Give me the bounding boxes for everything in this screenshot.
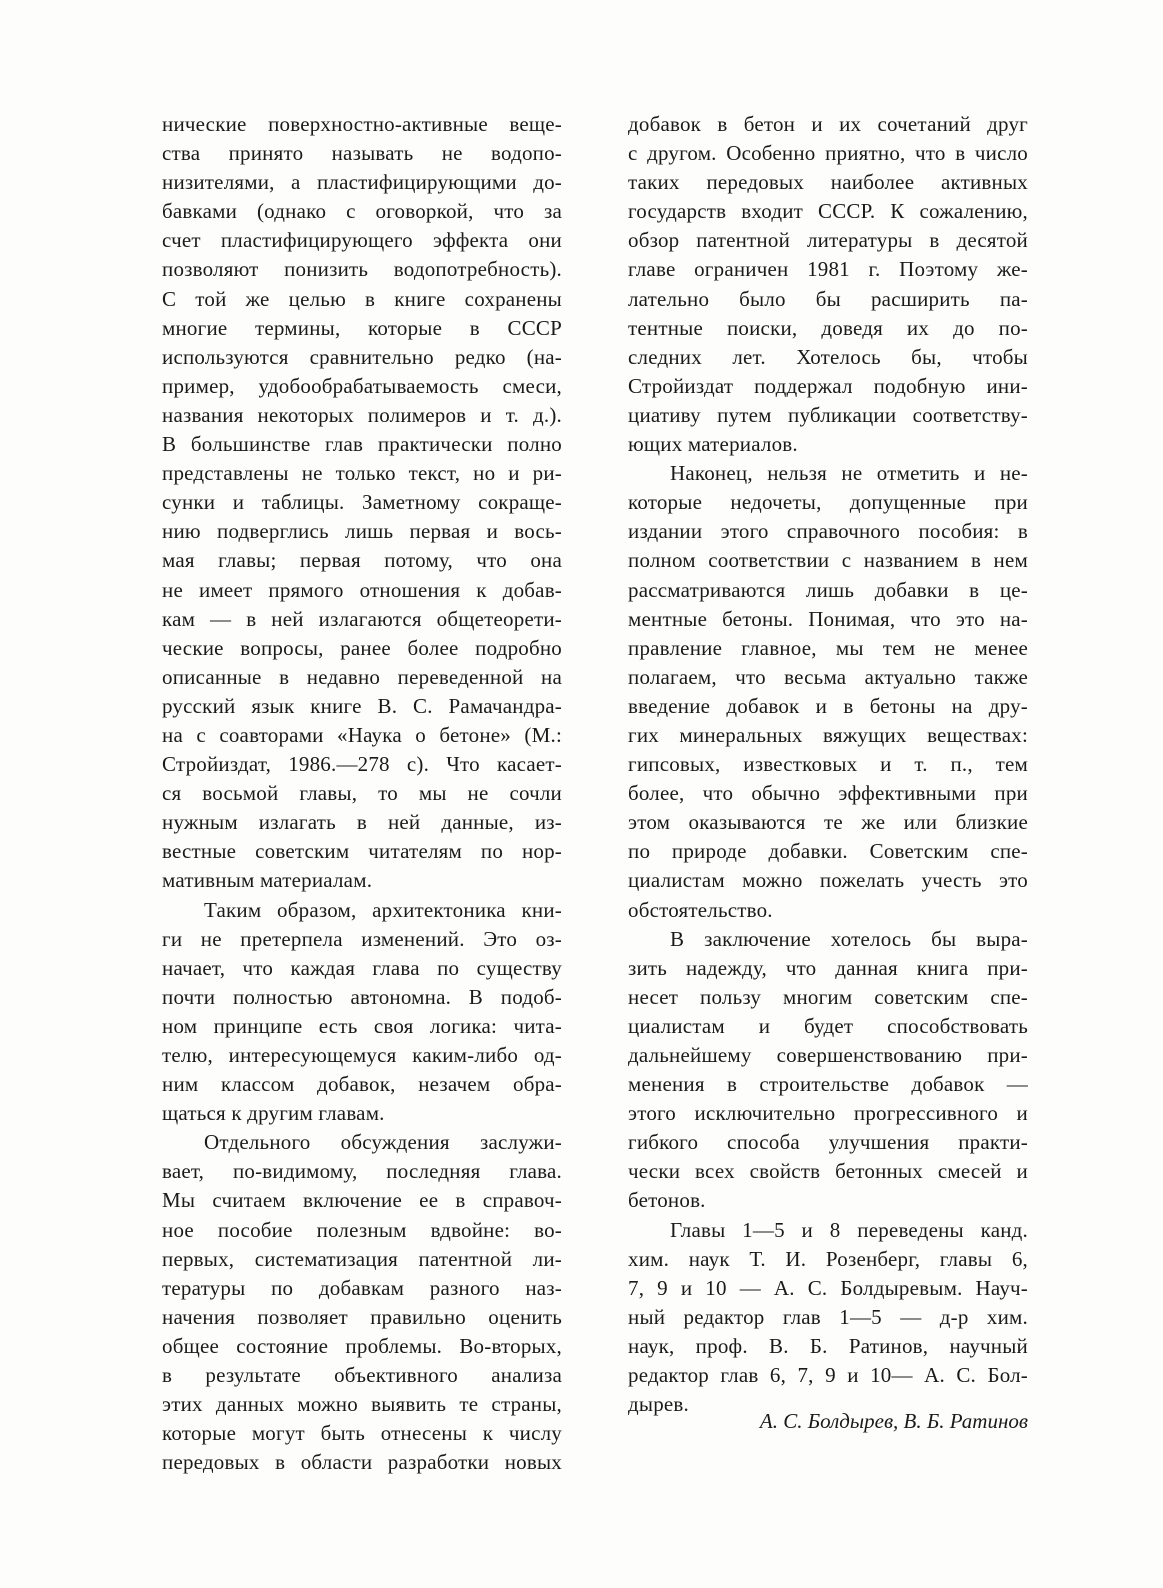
text-line: обстоятельство. [628,897,773,922]
text-line: Мы считаем включение ее в справоч- [162,1188,562,1213]
text-line: пример, удобообрабатываемость смеси, [162,373,562,398]
text-line: нужным излагать в ней данные, из- [162,810,562,835]
author-signature: А. С. Болдырев, В. Б. Ратинов [759,1409,1028,1433]
text-line: почти полностью автономна. В подоб- [162,984,562,1009]
text-line: с другом. Особенно приятно, что в число [628,141,1028,166]
text-line: позволяют понизить водопотребность). [162,257,562,282]
text-line: которые могут быть отнесены к числу [162,1421,562,1446]
text-line: циалистам можно пожелать учесть это [628,868,1028,893]
text-line: этого исключительно прогрессивного и [628,1101,1028,1126]
text-line: главе ограничен 1981 г. Поэтому же- [628,257,1028,282]
text-line: таких передовых наиболее активных [628,170,1028,195]
text-line: В заключение хотелось бы выра- [670,926,1028,951]
text-line: которые недочеты, допущенные при [628,490,1028,515]
text-line: полном соответствии с названием в нем [628,548,1028,573]
text-line: редактор глав 6, 7, 9 и 10— А. С. Бол- [628,1363,1028,1388]
text-line: рассматриваются лишь добавки в це- [628,577,1028,602]
text-line: этом оказываются те же или близкие [628,810,1028,835]
text-line: тентные поиски, доведя их до по- [628,315,1028,340]
text-line: обзор патентной литературы в десятой [628,228,1028,253]
text-line: государств входит СССР. К сожалению, [628,199,1028,224]
text-line: многие термины, которые в СССР [162,315,562,340]
text-line: дырев. [628,1392,689,1417]
text-line: ческие вопросы, ранее более подробно [162,635,562,660]
text-line: циативу путем публикации соответству- [628,402,1028,427]
text-line: наук, проф. В. Б. Ратинов, научный [628,1333,1028,1358]
text-line: нию подверглись лишь первая и вось- [162,519,562,544]
text-line: ющих материалов. [628,432,798,457]
text-line: описанные в недавно переведенной на [162,664,562,689]
text-line: менения в строительстве добавок — [628,1072,1028,1097]
text-line: мативным материалам. [162,868,373,893]
text-line: гипсовых, известковых и т. п., тем [628,752,1028,777]
text-line: нические поверхностно-активные веще- [162,112,562,136]
text-line: добавок в бетон и их сочетаний друг [628,112,1028,136]
text-line: начает, что каждая глава по существу [162,955,562,980]
text-line: ства принято называть не водопо- [162,141,562,166]
text-line: ный редактор глав 1—5 — д-р хим. [628,1304,1028,1329]
text-line: Главы 1—5 и 8 переведены канд. [670,1217,1028,1242]
text-line: введение добавок и в бетоны на дру- [628,693,1028,718]
text-line: первых, систематизация патентной ли- [162,1246,562,1271]
text-line: чески всех свойств бетонных смесей и [628,1159,1028,1184]
text-line: сунки и таблицы. Заметному сокраще- [162,490,562,515]
text-line: ном принципе есть своя логика: чита- [162,1013,562,1038]
text-line: гибкого способа улучшения практи- [628,1130,1028,1155]
text-line: начения позволяет правильно оценить [162,1304,562,1329]
right-text-column [628,110,1028,1419]
text-line: низителями, а пластифицирующими до- [162,170,562,195]
text-line: этих данных можно выявить те страны, [162,1392,562,1417]
text-line: тературы по добавкам разного наз- [162,1275,562,1300]
text-line: Таким образом, архитектоника кни- [204,897,562,922]
text-line: передовых в области разработки новых [162,1450,562,1475]
text-line: Стройиздат поддержал подобную ини- [628,373,1028,398]
text-line: ним классом добавок, незачем обра- [162,1072,562,1097]
text-line: по природе добавки. Советским спе- [628,839,1028,864]
text-line: гих минеральных вяжущих веществах: [628,722,1028,747]
text-line: издании этого справочного пособия: в [628,519,1028,544]
text-line: лательно было бы расширить па- [628,286,1028,311]
text-line: 7, 9 и 10 — А. С. Болдыревым. Науч- [628,1275,1028,1300]
text-line: не имеет прямого отношения к добав- [162,577,562,602]
text-line: более, что обычно эффективными при [628,781,1028,806]
text-line: дальнейшему совершенствованию при- [628,1043,1028,1067]
text-line: используются сравнительно редко (на- [162,344,562,369]
text-line: русский язык книге В. С. Рамачандра- [162,693,562,718]
text-line: мая главы; первая потому, что она [162,548,562,573]
text-line: вестные советским читателям по нор- [162,839,562,864]
text-line: правление главное, мы тем не менее [628,635,1028,660]
text-line: несет пользу многим советским спе- [628,984,1028,1009]
text-line: хим. наук Т. И. Розенберг, главы 6, [628,1246,1028,1271]
text-line: бавками (однако с оговоркой, что за [162,199,562,224]
text-line: Отдельного обсуждения заслужи- [204,1130,562,1155]
text-line: в результате объективного анализа [162,1363,562,1388]
text-line: ное пособие полезным вдвойне: во- [162,1217,562,1242]
text-line: ментные бетоны. Понимая, что это на- [628,606,1028,631]
text-line: названия некоторых полимеров и т. д.). [162,402,562,427]
text-line: телю, интересующемуся каким-либо од- [162,1043,562,1067]
text-line: Стройиздат, 1986.—278 с). Что касает- [162,752,562,777]
text-line: ги не претерпела изменений. Это оз- [162,926,562,951]
text-line: ся восьмой главы, то мы не сочли [162,781,562,806]
text-line: бетонов. [628,1188,706,1213]
text-line: С той же целью в книге сохранены [162,286,562,311]
text-line: счет пластифицирующего эффекта они [162,228,562,253]
text-line: щаться к другим главам. [162,1101,385,1126]
text-line: общее состояние проблемы. Во-вторых, [162,1333,562,1358]
text-line: циалистам и будет способствовать [628,1013,1028,1038]
text-line: полагаем, что весьма актуально также [628,664,1028,689]
text-line: на с соавторами «Наука о бетоне» (М.: [162,722,562,747]
text-line: представлены не только текст, но и ри- [162,461,562,486]
text-line: Наконец, нельзя не отметить и не- [670,461,1028,486]
text-line: кам — в ней излагаются общетеорети- [162,606,562,631]
text-line: В большинстве глав практически полно [162,432,562,457]
left-text-column [162,110,562,1477]
text-line: следних лет. Хотелось бы, чтобы [628,344,1028,369]
text-line: вает, по-видимому, последняя глава. [162,1159,562,1184]
text-line: зить надежду, что данная книга при- [628,955,1028,980]
